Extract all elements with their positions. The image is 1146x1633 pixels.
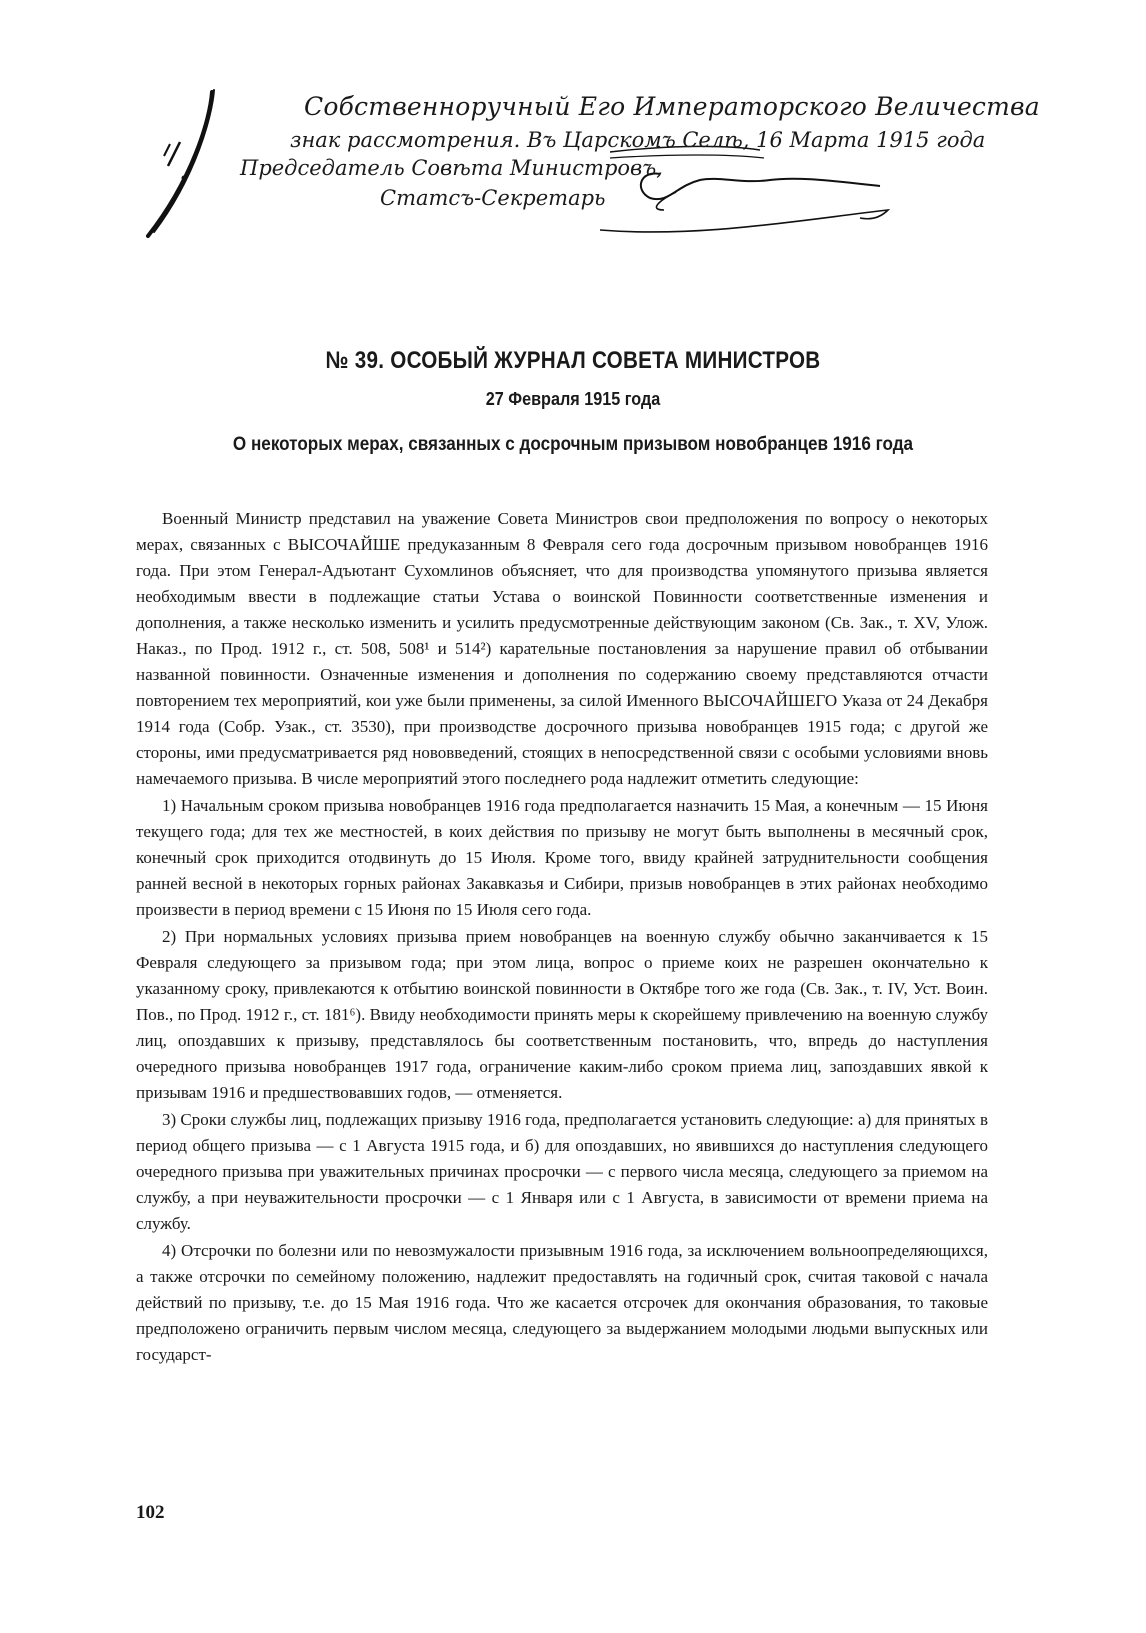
paragraph-item-2: 2) При нормальных условиях призыва прием новобранцев на военную службу обычно заканчивается к 15 Февраля следующего за призывом года; при этом лица, вопрос о приеме коих не разрешен окончательно к указанному сроку, привлекаются к отбытию воинской повинности в Октябре того же года (Св. Зак., т. IV, Уст. Воин. Пов., по Прод. 1912 г., ст. 181⁶). Ввиду необходимости принять меры к скорейшему привлечению на военную службу лиц, опоздавших к призыву, представлялось бы соответственным постановить, что, впредь до наступления очередного призыва новобранцев 1917 года, ограничение каким-либо сроком приема лиц, запоздавших явкой к призывам 1916 и предшествовавших годов, — отменяется. [136,927,988,1102]
facsimile-line-3: Председатель Совѣта Министровъ, [240,156,663,180]
handwritten-resolution [140,80,1040,270]
approval-slash-mark [148,92,212,236]
facsimile-line-2: знак рассмотрения. Въ Царскомъ Селѣ, 16 Марта 1915 года [290,128,986,152]
document-body [136,506,988,1368]
document-heading [150,347,996,456]
facsimile-line-4: Статсъ-Секретарь [380,186,606,210]
paragraph-item-3: 3) Сроки службы лиц, подлежащих призыву 1916 года, предполагается установить следующие: а) для принятых в период общего призыва — с 1 Августа 1915 года, и б) для опоздавших, но явившихся до наступления следующего очередного призыва при уважительных причинах просрочки — с первого числа месяца, следующего за приемом на службу, а при неуважительности просрочки — с 1 Января или с 1 Августа, в зависимости от времени приема на службу. [136,1110,988,1233]
document-title: № 39. ОСОБЫЙ ЖУРНАЛ СОВЕТА МИНИСТРОВ [325,347,821,374]
paragraph-intro: Военный Министр представил на уважение Совета Министров свои предположения по вопросу о некоторых мерах, связанных с ВЫСОЧАЙШЕ предуказанным 8 Февраля сего года досрочным призывом новобранцев 1916 года. При этом Генерал-Адъютант Сухомлинов объясняет, что для производства упомянутого призыва является необходимым ввести в подлежащие статьи Устава о воинской Повинности соответственные изменения и дополнения, а также несколько изменить и усилить предусмотренные действующим законом (Св. Зак., т. XV, Улож. Наказ., по Прод. 1912 г., ст. 508, 508¹ и 514²) карательные постановления за нарушение правил об отбывании названной повинности. Означенные изменения и дополнения по содержанию своему представляются отчасти повторением тех мероприятий, кои уже были применены, за силой Именного ВЫСОЧАЙШЕГО Указа от 24 Декабря 1914 года (Собр. Узак., ст. 3530), при производстве досрочного призыва новобранцев 1915 года; с другой же стороны, ими предусматривается ряд нововведений, стоящих в непосредственной связи с особыми условиями вновь намечаемого призыва. В числе мероприятий этого последнего рода надлежит отметить следующие: [136,509,988,788]
page-number: 102 [136,1502,165,1523]
facsimile-line-1: Собственноручный Его Императорского Величества [304,92,1040,121]
paragraph-item-1: 1) Начальным сроком призыва новобранцев 1916 года предполагается назначить 15 Мая, а конечным — 15 Июня текущего года; для тех же местностей, в коих действия по призыву не могут быть выполнены в месячный срок, конечный срок приходится отодвинуть до 15 Июля. Кроме того, ввиду крайней затруднительности сообщения ранней весной в некоторых горных районах Закавказья и Сибири, призыв новобранцев в этих районах необходимо произвести в период времени с 15 Июня по 15 Июля сего года. [136,796,988,919]
document-subject: О некоторых мерах, связанных с досрочным призывом новобранцев 1916 года [232,434,914,455]
paragraph-item-4: 4) Отсрочки по болезни или по невозмужалости призывным 1916 года, за исключением вольноопределяющихся, а также отсрочки по семейному положению, надлежит предоставлять на годичный срок, считая таковой с начала действий по призыву, т.е. до 15 Мая 1916 года. Что же касается отсрочек для окончания образования, то таковые предположено ограничить первым числом месяца, следующего за выдержанием молодыми людьми выпускных или государст- [136,1241,988,1364]
document-date: 27 Февраля 1915 года [485,389,661,409]
